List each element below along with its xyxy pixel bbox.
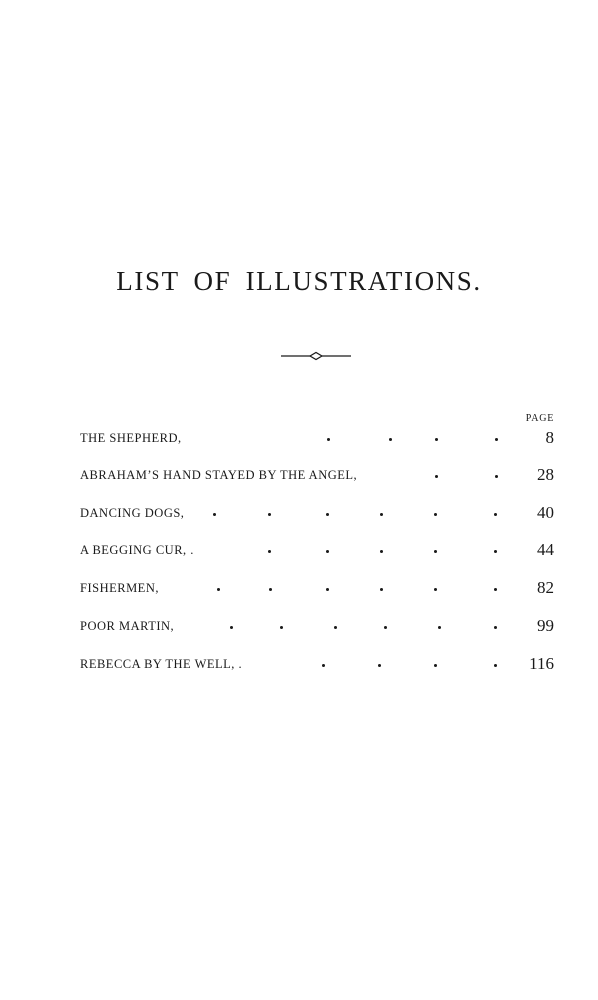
illustration-title: THE SHEPHERD, [80, 431, 182, 445]
illustration-title: A BEGGING CUR, . [80, 543, 194, 557]
leader-dots [80, 588, 510, 594]
list-item [80, 461, 558, 485]
illustration-page-number: 8 [545, 428, 554, 447]
page-title: LIST OF ILLUSTRATIONS. [116, 266, 482, 296]
leader-dots [80, 475, 510, 481]
illustration-title: REBECCA BY THE WELL, . [80, 657, 243, 671]
leader-dots [80, 626, 510, 632]
leader-dots [80, 664, 510, 670]
list-item [80, 536, 558, 560]
list-item [80, 499, 558, 523]
illustration-title: DANCING DOGS, [80, 506, 185, 520]
list-item [80, 424, 558, 448]
illustration-title: FISHERMEN, [80, 581, 159, 595]
illustration-page-number: 40 [537, 503, 554, 522]
leader-dots [80, 438, 510, 444]
illustration-page-number: 82 [537, 578, 554, 597]
illustration-page-number: 28 [537, 465, 554, 484]
illustration-title: POOR MARTIN, [80, 619, 175, 633]
illustration-page-number: 116 [529, 654, 554, 673]
list-item [80, 650, 558, 674]
illustration-page-number: 99 [537, 616, 554, 635]
illustration-page-number: 44 [537, 540, 554, 559]
leader-dots [80, 550, 510, 556]
list-item [80, 574, 558, 598]
illustration-title: ABRAHAM’S HAND STAYED BY THE ANGEL, [80, 468, 358, 482]
leader-dots [80, 513, 510, 519]
list-item [80, 612, 558, 636]
page-column-header: PAGE [525, 413, 555, 424]
